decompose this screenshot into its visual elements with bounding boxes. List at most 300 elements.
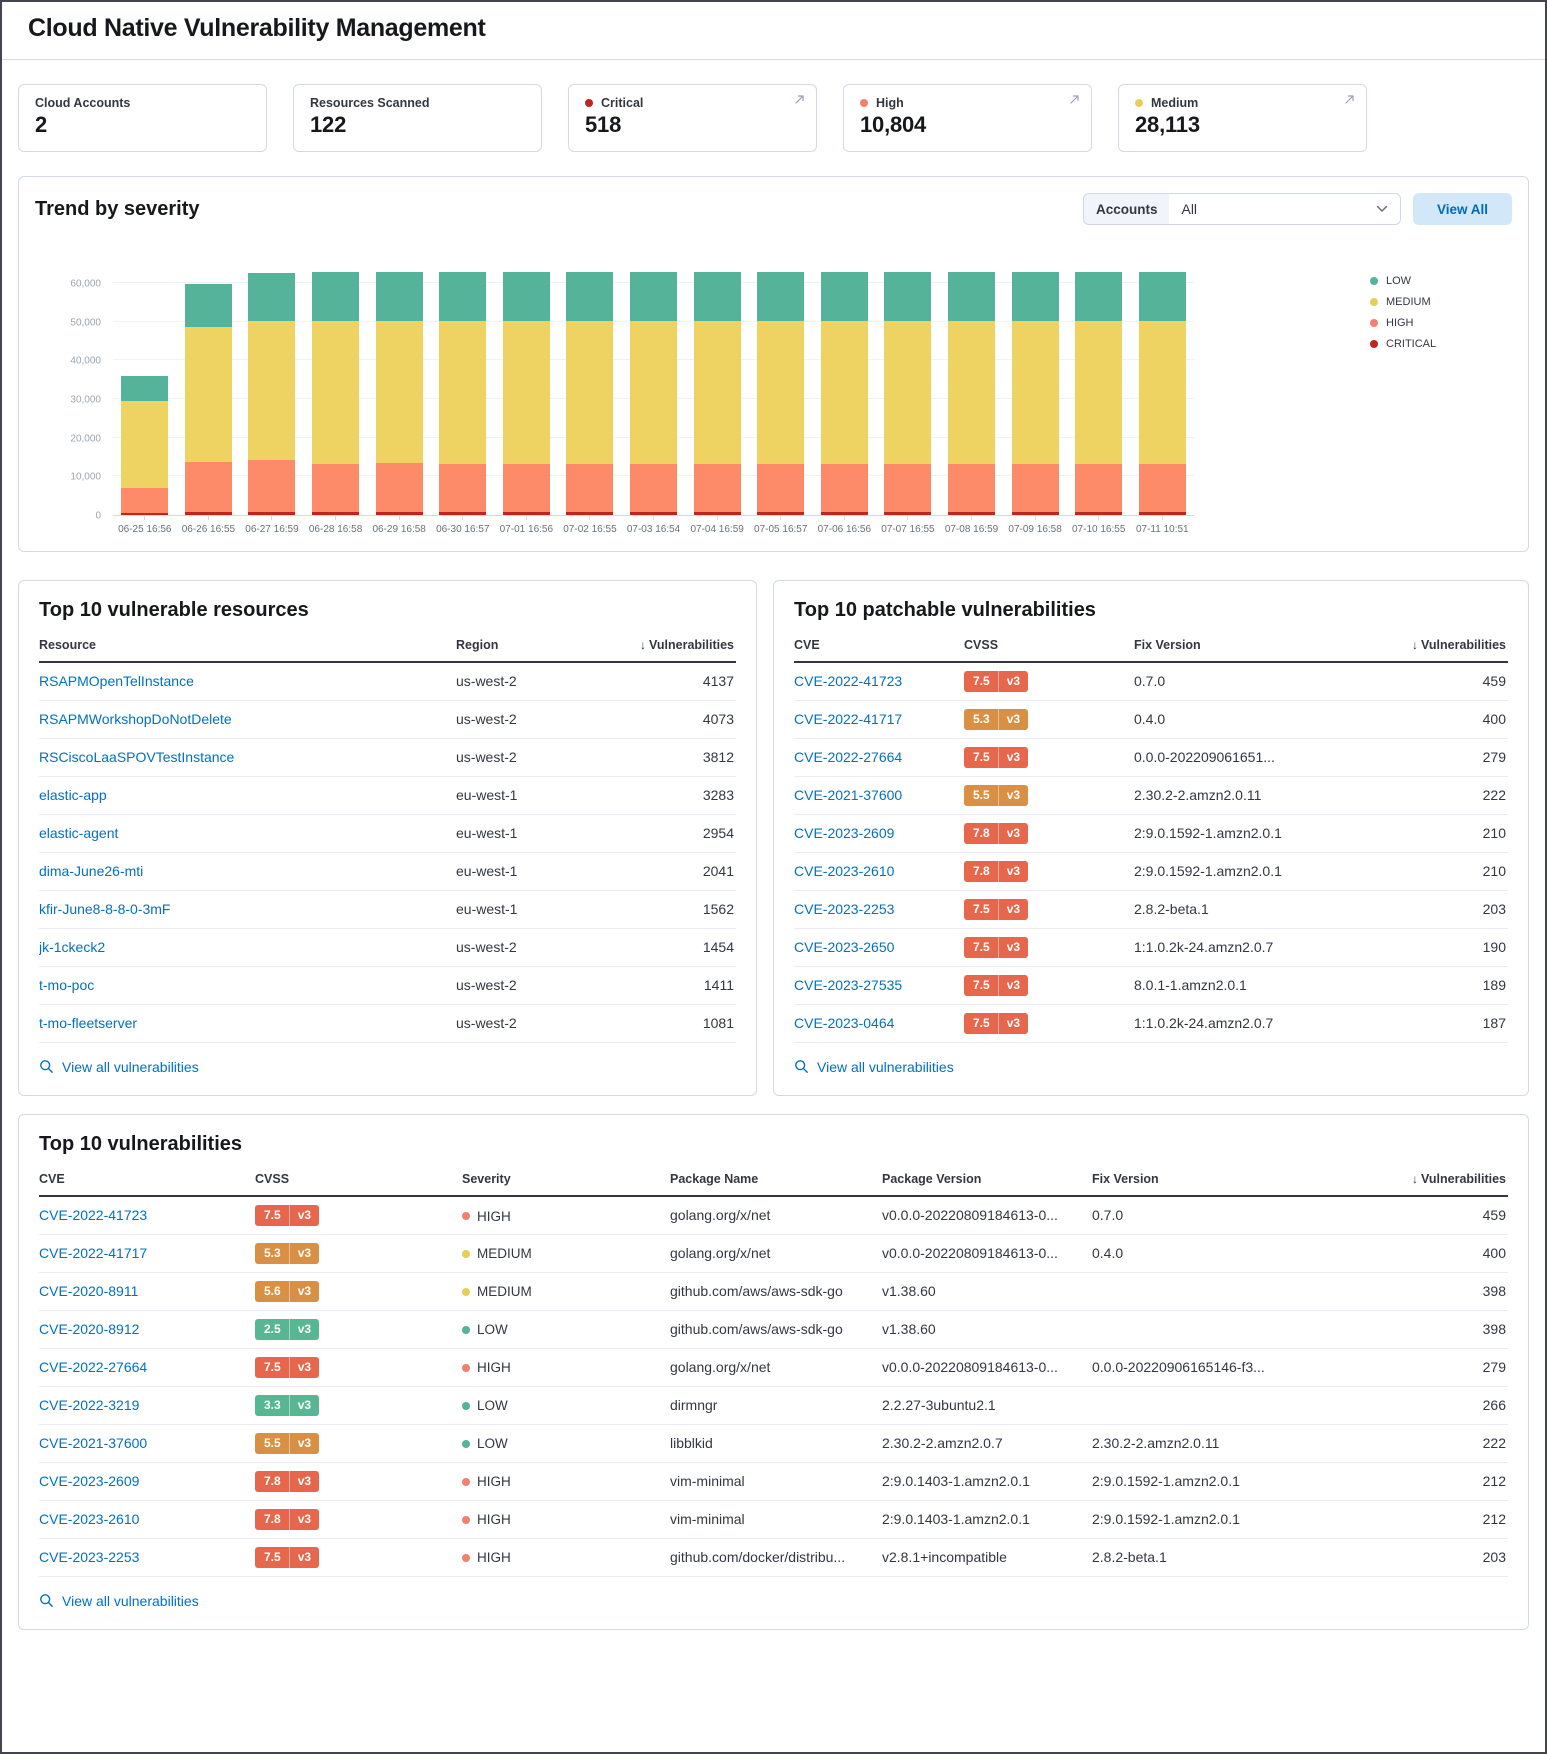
chart-bar-segment-low	[1139, 272, 1186, 321]
chart-bar-segment-high	[248, 460, 295, 512]
chart-bar-segment-low	[503, 272, 550, 322]
chart-bar-segment-medium	[630, 321, 677, 464]
chart-bar-segment-critical	[821, 512, 868, 515]
cve-link[interactable]: CVE-2023-2253	[794, 901, 895, 917]
table-row	[39, 1310, 1508, 1348]
cell-severity	[462, 1196, 670, 1234]
x-axis-tick-label: 07-08 16:59	[944, 524, 999, 535]
stat-value: 2	[35, 112, 48, 137]
resource-link[interactable]: t-mo-poc	[39, 977, 95, 993]
cve-link[interactable]: CVE-2023-27535	[794, 977, 903, 993]
table-row	[39, 776, 736, 814]
cvss-version: v3	[289, 1433, 319, 1454]
resources-table	[39, 638, 736, 1043]
search-icon	[39, 1593, 54, 1608]
chart-bar-segment-low	[376, 272, 423, 321]
resources-view-all-vulnerabilities-link[interactable]	[39, 1059, 199, 1075]
y-axis-tick-label: 40,000	[70, 355, 101, 367]
cell-package_name: dirmngr	[670, 1386, 882, 1424]
column-header-label: CVE	[39, 1172, 65, 1186]
resource-link[interactable]: RSAPMWorkshopDoNotDelete	[39, 711, 232, 727]
table-row	[39, 852, 736, 890]
x-axis-tick	[971, 516, 972, 520]
cve-link[interactable]: CVE-2022-41723	[794, 673, 903, 690]
cell-vulnerabilities: 1454	[616, 928, 736, 966]
chart-bar-slot	[940, 271, 1004, 515]
chart-bar-segment-medium	[694, 321, 741, 463]
severity-text: HIGH	[477, 1360, 511, 1376]
cvss-badge	[255, 1319, 319, 1340]
column-header-label: Fix Version	[1092, 1172, 1159, 1186]
column-header-label: CVSS	[255, 1172, 290, 1186]
cell-cve	[794, 662, 964, 700]
stats-row	[18, 84, 1529, 152]
cell-package_version: v0.0.0-20220809184613-0...	[882, 1234, 1092, 1272]
chart-bar-segment-critical	[948, 512, 995, 515]
table-row	[39, 1500, 1508, 1538]
view-link-label: View all vulnerabilities	[62, 1592, 199, 1609]
x-axis-tick	[399, 516, 400, 520]
chart-x-slot	[558, 516, 622, 535]
column-header-label: Package Version	[882, 1172, 982, 1186]
cvss-badge	[964, 709, 1028, 730]
resource-link[interactable]: dima-June26-mti	[39, 863, 144, 879]
y-axis-tick-label: 0	[95, 510, 101, 522]
chart-bar-segment-critical	[757, 512, 804, 515]
chart-bar-segment-critical	[376, 512, 423, 515]
search-icon	[39, 1059, 54, 1074]
chart-x-slot	[622, 516, 686, 535]
chart-bar-segment-medium	[439, 321, 486, 464]
cell-cvss	[255, 1500, 462, 1538]
column-header-label: Resource	[39, 638, 96, 652]
x-axis-tick	[335, 516, 336, 520]
chart-bar	[248, 273, 295, 515]
chart-bar-segment-high	[439, 464, 486, 513]
chart-bar-segment-low	[948, 272, 995, 321]
cell-cvss	[255, 1462, 462, 1500]
cell-fix_version	[1092, 1272, 1378, 1310]
chart-x-slot	[1003, 516, 1067, 535]
legend-label: CRITICAL	[1386, 338, 1437, 350]
cve-link[interactable]: CVE-2022-27664	[794, 749, 903, 765]
severity-text: HIGH	[477, 1550, 511, 1566]
column-header-cve	[39, 1172, 255, 1196]
cvss-score: 5.5	[973, 787, 990, 802]
chart-bar-segment-high	[630, 464, 677, 512]
cvss-score: 7.5	[973, 1015, 990, 1030]
cvss-score: 3.3	[264, 1397, 281, 1412]
cvss-badge	[255, 1205, 319, 1226]
column-header-package_version	[882, 1172, 1092, 1196]
cell-region: eu-west-1	[456, 890, 616, 928]
cell-vulnerabilities: 2041	[616, 852, 736, 890]
cell-fix_version: 0.4.0	[1092, 1234, 1378, 1272]
chevron-down-icon	[1376, 205, 1388, 213]
cell-resource	[39, 700, 456, 738]
cell-resource	[39, 1004, 456, 1042]
resource-link[interactable]: RSCiscoLaaSPOVTestInstance	[39, 749, 235, 765]
patchable-view-all-vulnerabilities-link[interactable]	[794, 1059, 954, 1075]
x-axis-tick-label: 06-29 16:58	[372, 524, 426, 535]
cell-package_name: github.com/aws/aws-sdk-go	[670, 1272, 882, 1310]
cell-package_version: v0.0.0-20220809184613-0...	[882, 1348, 1092, 1386]
y-axis-tick-label: 50,000	[70, 317, 101, 329]
cell-cvss	[964, 890, 1134, 928]
chart-bar-slot	[749, 271, 813, 515]
chart-bar-segment-critical	[312, 512, 359, 515]
cell-package_version: 2.2.27-3ubuntu2.1	[882, 1386, 1092, 1424]
cvss-score: 5.3	[973, 711, 990, 726]
cvss-score: 7.8	[973, 825, 990, 840]
cell-package_name: github.com/docker/distribu...	[670, 1538, 882, 1576]
stat-card-link[interactable]	[1118, 84, 1367, 152]
chart-bar-segment-low	[566, 272, 613, 321]
trend-panel-header	[35, 193, 1512, 225]
chart-bar-segment-critical	[1012, 512, 1059, 515]
cve-link[interactable]: CVE-2023-2610	[39, 1511, 140, 1527]
cell-region: eu-west-1	[456, 814, 616, 852]
severity-text: HIGH	[477, 1208, 511, 1224]
cve-link[interactable]: CVE-2023-2609	[794, 825, 895, 841]
cell-vulnerabilities: 1081	[616, 1004, 736, 1042]
chart-x-slot	[240, 516, 304, 535]
cell-vulnerabilities: 3812	[616, 738, 736, 776]
cvss-version: v3	[998, 899, 1028, 920]
x-axis-tick	[653, 516, 654, 520]
chart-bar-segment-medium	[757, 321, 804, 464]
chart-bar	[884, 272, 931, 515]
cell-cve	[794, 814, 964, 852]
cve-link[interactable]: CVE-2023-2650	[794, 939, 895, 955]
table-row	[39, 890, 736, 928]
cve-link[interactable]: CVE-2022-41717	[39, 1245, 148, 1261]
severity-dot-icon	[1135, 99, 1143, 107]
chart-bar-segment-high	[185, 462, 232, 512]
chart-bar-slot	[1131, 271, 1195, 515]
x-axis-tick-label: 07-01 16:56	[499, 524, 554, 535]
severity-text: LOW	[477, 1436, 508, 1452]
chart-x-slot	[1131, 516, 1195, 535]
trend-chart	[35, 271, 1512, 535]
chart-bar-segment-low	[694, 272, 741, 322]
cve-link[interactable]: CVE-2023-2610	[794, 863, 895, 879]
cvss-version: v3	[289, 1319, 319, 1340]
chart-bar-segment-medium	[821, 321, 868, 464]
cell-vulnerabilities: 279	[1393, 738, 1508, 776]
x-axis-tick-label: 07-04 16:59	[690, 524, 744, 535]
column-header-fix_version	[1092, 1172, 1378, 1196]
cell-resource	[39, 852, 456, 890]
chart-bar-segment-high	[1139, 464, 1186, 513]
cell-severity	[462, 1272, 670, 1310]
cell-vulnerabilities: 4073	[616, 700, 736, 738]
chart-bar-segment-low	[248, 273, 295, 321]
popout-arrow-icon[interactable]	[793, 93, 806, 106]
severity-dot-icon	[585, 99, 593, 107]
cell-cvss	[964, 776, 1134, 814]
vulns-table-title: Top 10 vulnerabilities	[39, 1133, 243, 1155]
stat-label-text: Medium	[1151, 96, 1199, 110]
severity-dot-icon	[462, 1440, 470, 1448]
cve-link[interactable]: CVE-2023-2253	[39, 1549, 140, 1565]
column-header-vulnerabilities[interactable]	[1378, 1172, 1508, 1196]
chart-bar-segment-critical	[248, 512, 295, 515]
resource-link[interactable]: t-mo-fleetserver	[39, 1015, 138, 1031]
chart-bar-segment-critical	[1139, 512, 1186, 515]
cell-region: us-west-2	[456, 738, 616, 776]
cve-link[interactable]: CVE-2021-37600	[39, 1435, 148, 1451]
legend-item-medium[interactable]	[1370, 296, 1512, 308]
column-header-label: Fix Version	[1134, 638, 1201, 652]
chart-bar	[503, 272, 550, 515]
legend-item-high[interactable]	[1370, 317, 1512, 329]
cell-package_version: v1.38.60	[882, 1272, 1092, 1310]
cell-package_version: 2.30.2-2.amzn2.0.7	[882, 1424, 1092, 1462]
chart-x-slot	[304, 516, 368, 535]
legend-dot-icon	[1370, 340, 1378, 348]
chart-bar	[121, 376, 168, 515]
table-row	[794, 700, 1508, 738]
cvss-version: v3	[289, 1243, 319, 1264]
chart-x-slot	[367, 516, 431, 535]
cell-severity	[462, 1234, 670, 1272]
column-header-vulnerabilities[interactable]	[616, 638, 736, 662]
chart-bar-segment-high	[376, 463, 423, 512]
cell-region: us-west-2	[456, 1004, 616, 1042]
severity-dot-icon	[462, 1250, 470, 1258]
trend-by-severity-panel	[18, 176, 1529, 552]
chart-bar-segment-medium	[185, 327, 232, 461]
stat-label-text: Cloud Accounts	[35, 96, 131, 110]
column-header-vulnerabilities[interactable]	[1393, 638, 1508, 662]
column-header-label: CVE	[794, 638, 820, 652]
stat-label-text: Critical	[601, 96, 644, 110]
chart-bar-segment-medium	[312, 321, 359, 464]
cell-cve	[39, 1272, 255, 1310]
chart-bar-slot	[113, 271, 177, 515]
chart-bar-segment-high	[694, 464, 741, 513]
cvss-score: 7.5	[973, 749, 990, 764]
stat-label	[585, 96, 800, 110]
view-link-label: View all vulnerabilities	[62, 1058, 199, 1075]
cve-link[interactable]: CVE-2023-2609	[39, 1473, 140, 1489]
severity-text: MEDIUM	[477, 1284, 532, 1300]
x-axis-tick	[208, 516, 209, 520]
chart-bar-segment-critical	[630, 512, 677, 515]
cvss-score: 7.5	[973, 939, 990, 954]
column-header-label: Vulnerabilities	[1421, 1172, 1506, 1186]
chart-bar-segment-critical	[439, 512, 486, 515]
chart-x-slot	[940, 516, 1004, 535]
cell-severity	[462, 1462, 670, 1500]
x-axis-tick	[271, 516, 272, 520]
cell-fix_version: 1:1.0.2k-24.amzn2.0.7	[1134, 1004, 1393, 1042]
chart-bar-segment-low	[884, 272, 931, 322]
cell-cve	[794, 776, 964, 814]
chart-bar-segment-critical	[121, 513, 168, 515]
cell-fix_version: 0.4.0	[1134, 700, 1393, 738]
cve-link[interactable]: CVE-2022-3219	[39, 1397, 140, 1413]
chart-bar	[439, 272, 486, 515]
resource-link[interactable]: elastic-app	[39, 787, 107, 803]
chart-x-slot	[431, 516, 495, 535]
cell-fix_version: 2:9.0.1592-1.amzn2.0.1	[1134, 814, 1393, 852]
chart-bar-segment-medium	[566, 321, 613, 464]
cell-resource	[39, 966, 456, 1004]
cell-resource	[39, 890, 456, 928]
chart-x-slot	[113, 516, 177, 535]
x-axis-tick-label: 06-30 16:57	[436, 524, 490, 535]
chart-x-slot	[876, 516, 940, 535]
cell-package_version: v0.0.0-20220809184613-0...	[882, 1196, 1092, 1234]
cve-link[interactable]: CVE-2020-8912	[39, 1321, 140, 1337]
chart-bar	[694, 272, 741, 515]
cve-link[interactable]: CVE-2022-27664	[39, 1359, 148, 1375]
cell-resource	[39, 738, 456, 776]
chart-bar-segment-medium	[948, 321, 995, 464]
stat-card-link[interactable]	[568, 84, 817, 152]
cvss-score: 7.5	[264, 1359, 281, 1374]
cell-vulnerabilities: 279	[1378, 1348, 1508, 1386]
severity-dot-icon	[462, 1364, 470, 1372]
severity-dot-icon	[462, 1326, 470, 1334]
stat-card-link[interactable]	[843, 84, 1092, 152]
y-axis-tick-label: 20,000	[70, 433, 101, 445]
x-axis-tick	[1098, 516, 1099, 520]
cell-region: us-west-2	[456, 966, 616, 1004]
trend-title: Trend by severity	[35, 197, 200, 220]
severity-text: HIGH	[477, 1474, 511, 1490]
severity-label	[462, 1550, 511, 1565]
cell-vulnerabilities: 222	[1393, 776, 1508, 814]
cell-cve	[794, 890, 964, 928]
accounts-select[interactable]	[1083, 193, 1401, 225]
vulns-view-all-vulnerabilities-link[interactable]	[39, 1593, 199, 1609]
chart-bar	[630, 272, 677, 515]
table-row	[794, 928, 1508, 966]
search-icon	[794, 1059, 809, 1074]
severity-dot-icon	[462, 1402, 470, 1410]
cell-cvss	[964, 700, 1134, 738]
severity-label	[462, 1209, 511, 1224]
table-row	[794, 738, 1508, 776]
chart-bar-slot	[1067, 271, 1131, 515]
cell-cvss	[964, 966, 1134, 1004]
column-header-label: Package Name	[670, 1172, 759, 1186]
severity-dot-icon	[462, 1212, 470, 1220]
chart-bar-segment-critical	[884, 512, 931, 515]
cell-vulnerabilities: 400	[1393, 700, 1508, 738]
resource-link[interactable]: jk-1ckeck2	[39, 939, 106, 955]
column-header-fix_version	[1134, 638, 1393, 662]
resource-link[interactable]: elastic-agent	[39, 825, 119, 841]
severity-text: HIGH	[477, 1512, 511, 1528]
chart-bar-segment-medium	[376, 321, 423, 463]
cve-link[interactable]: CVE-2022-41723	[39, 1207, 148, 1224]
cell-cvss	[255, 1348, 462, 1386]
chart-bar	[821, 272, 868, 515]
column-header-resource	[39, 638, 456, 662]
cell-fix_version: 2:9.0.1592-1.amzn2.0.1	[1092, 1500, 1378, 1538]
x-axis-tick-label: 07-03 16:54	[626, 524, 681, 535]
column-header-cvss	[964, 638, 1134, 662]
chart-x-slot	[749, 516, 813, 535]
top-patchable-vulnerabilities-panel	[773, 580, 1529, 1096]
cell-cvss	[964, 814, 1134, 852]
resource-link[interactable]: RSAPMOpenTelInstance	[39, 673, 194, 690]
cvss-score: 7.8	[264, 1511, 281, 1526]
chart-bar-slot	[495, 271, 559, 515]
cve-link[interactable]: CVE-2021-37600	[794, 787, 903, 803]
popout-arrow-icon[interactable]	[1343, 93, 1356, 106]
chart-bar-segment-high	[948, 464, 995, 513]
accounts-select-label: Accounts	[1084, 194, 1170, 224]
chart-plot-area	[113, 271, 1194, 516]
cell-cve	[39, 1462, 255, 1500]
page-header	[2, 2, 1545, 60]
chart-legend	[1194, 271, 1512, 535]
cvss-badge	[255, 1281, 319, 1302]
cell-cvss	[255, 1424, 462, 1462]
severity-dot-icon	[462, 1516, 470, 1524]
cell-fix_version	[1092, 1386, 1378, 1424]
cell-vulnerabilities: 210	[1393, 852, 1508, 890]
legend-item-low[interactable]	[1370, 275, 1512, 287]
stat-card	[18, 84, 267, 152]
severity-label	[462, 1284, 532, 1299]
table-row	[39, 1196, 1508, 1234]
cvss-version: v3	[289, 1395, 319, 1416]
cve-link[interactable]: CVE-2023-0464	[794, 1015, 895, 1031]
x-axis-tick	[844, 516, 845, 520]
x-axis-tick	[526, 516, 527, 520]
table-row	[39, 1462, 1508, 1500]
cell-package_version: 2:9.0.1403-1.amzn2.0.1	[882, 1500, 1092, 1538]
cell-package_name: libblkid	[670, 1424, 882, 1462]
legend-dot-icon	[1370, 319, 1378, 327]
cvss-score: 7.8	[973, 863, 990, 878]
view-all-button[interactable]: View All	[1413, 193, 1512, 225]
cell-cve	[39, 1500, 255, 1538]
y-axis-tick-label: 30,000	[70, 394, 101, 406]
x-axis-tick-label: 07-05 16:57	[754, 524, 808, 535]
cell-cve	[794, 928, 964, 966]
legend-item-critical[interactable]	[1370, 338, 1512, 350]
chart-bar-slot	[1003, 271, 1067, 515]
resource-link[interactable]: kfir-June8-8-8-0-3mF	[39, 901, 171, 917]
popout-arrow-icon[interactable]	[1068, 93, 1081, 106]
table-row	[39, 1424, 1508, 1462]
cvss-version: v3	[998, 671, 1028, 692]
cve-link[interactable]: CVE-2022-41717	[794, 711, 903, 727]
cell-vulnerabilities: 190	[1393, 928, 1508, 966]
x-axis-tick-label: 07-06 16:56	[817, 524, 872, 535]
cvss-version: v3	[289, 1205, 319, 1226]
cell-package_name: vim-minimal	[670, 1500, 882, 1538]
cell-cve	[39, 1234, 255, 1272]
table-row	[39, 1348, 1508, 1386]
cve-link[interactable]: CVE-2020-8911	[39, 1283, 139, 1299]
cell-fix_version: 8.0.1-1.amzn2.0.1	[1134, 966, 1393, 1004]
cvss-badge	[964, 823, 1028, 844]
severity-dot-icon	[462, 1554, 470, 1562]
column-header-label: Severity	[462, 1172, 511, 1186]
column-header-cve	[794, 638, 964, 662]
severity-label	[462, 1360, 511, 1375]
table-row	[794, 776, 1508, 814]
x-axis-tick-label: 07-02 16:55	[563, 524, 617, 535]
